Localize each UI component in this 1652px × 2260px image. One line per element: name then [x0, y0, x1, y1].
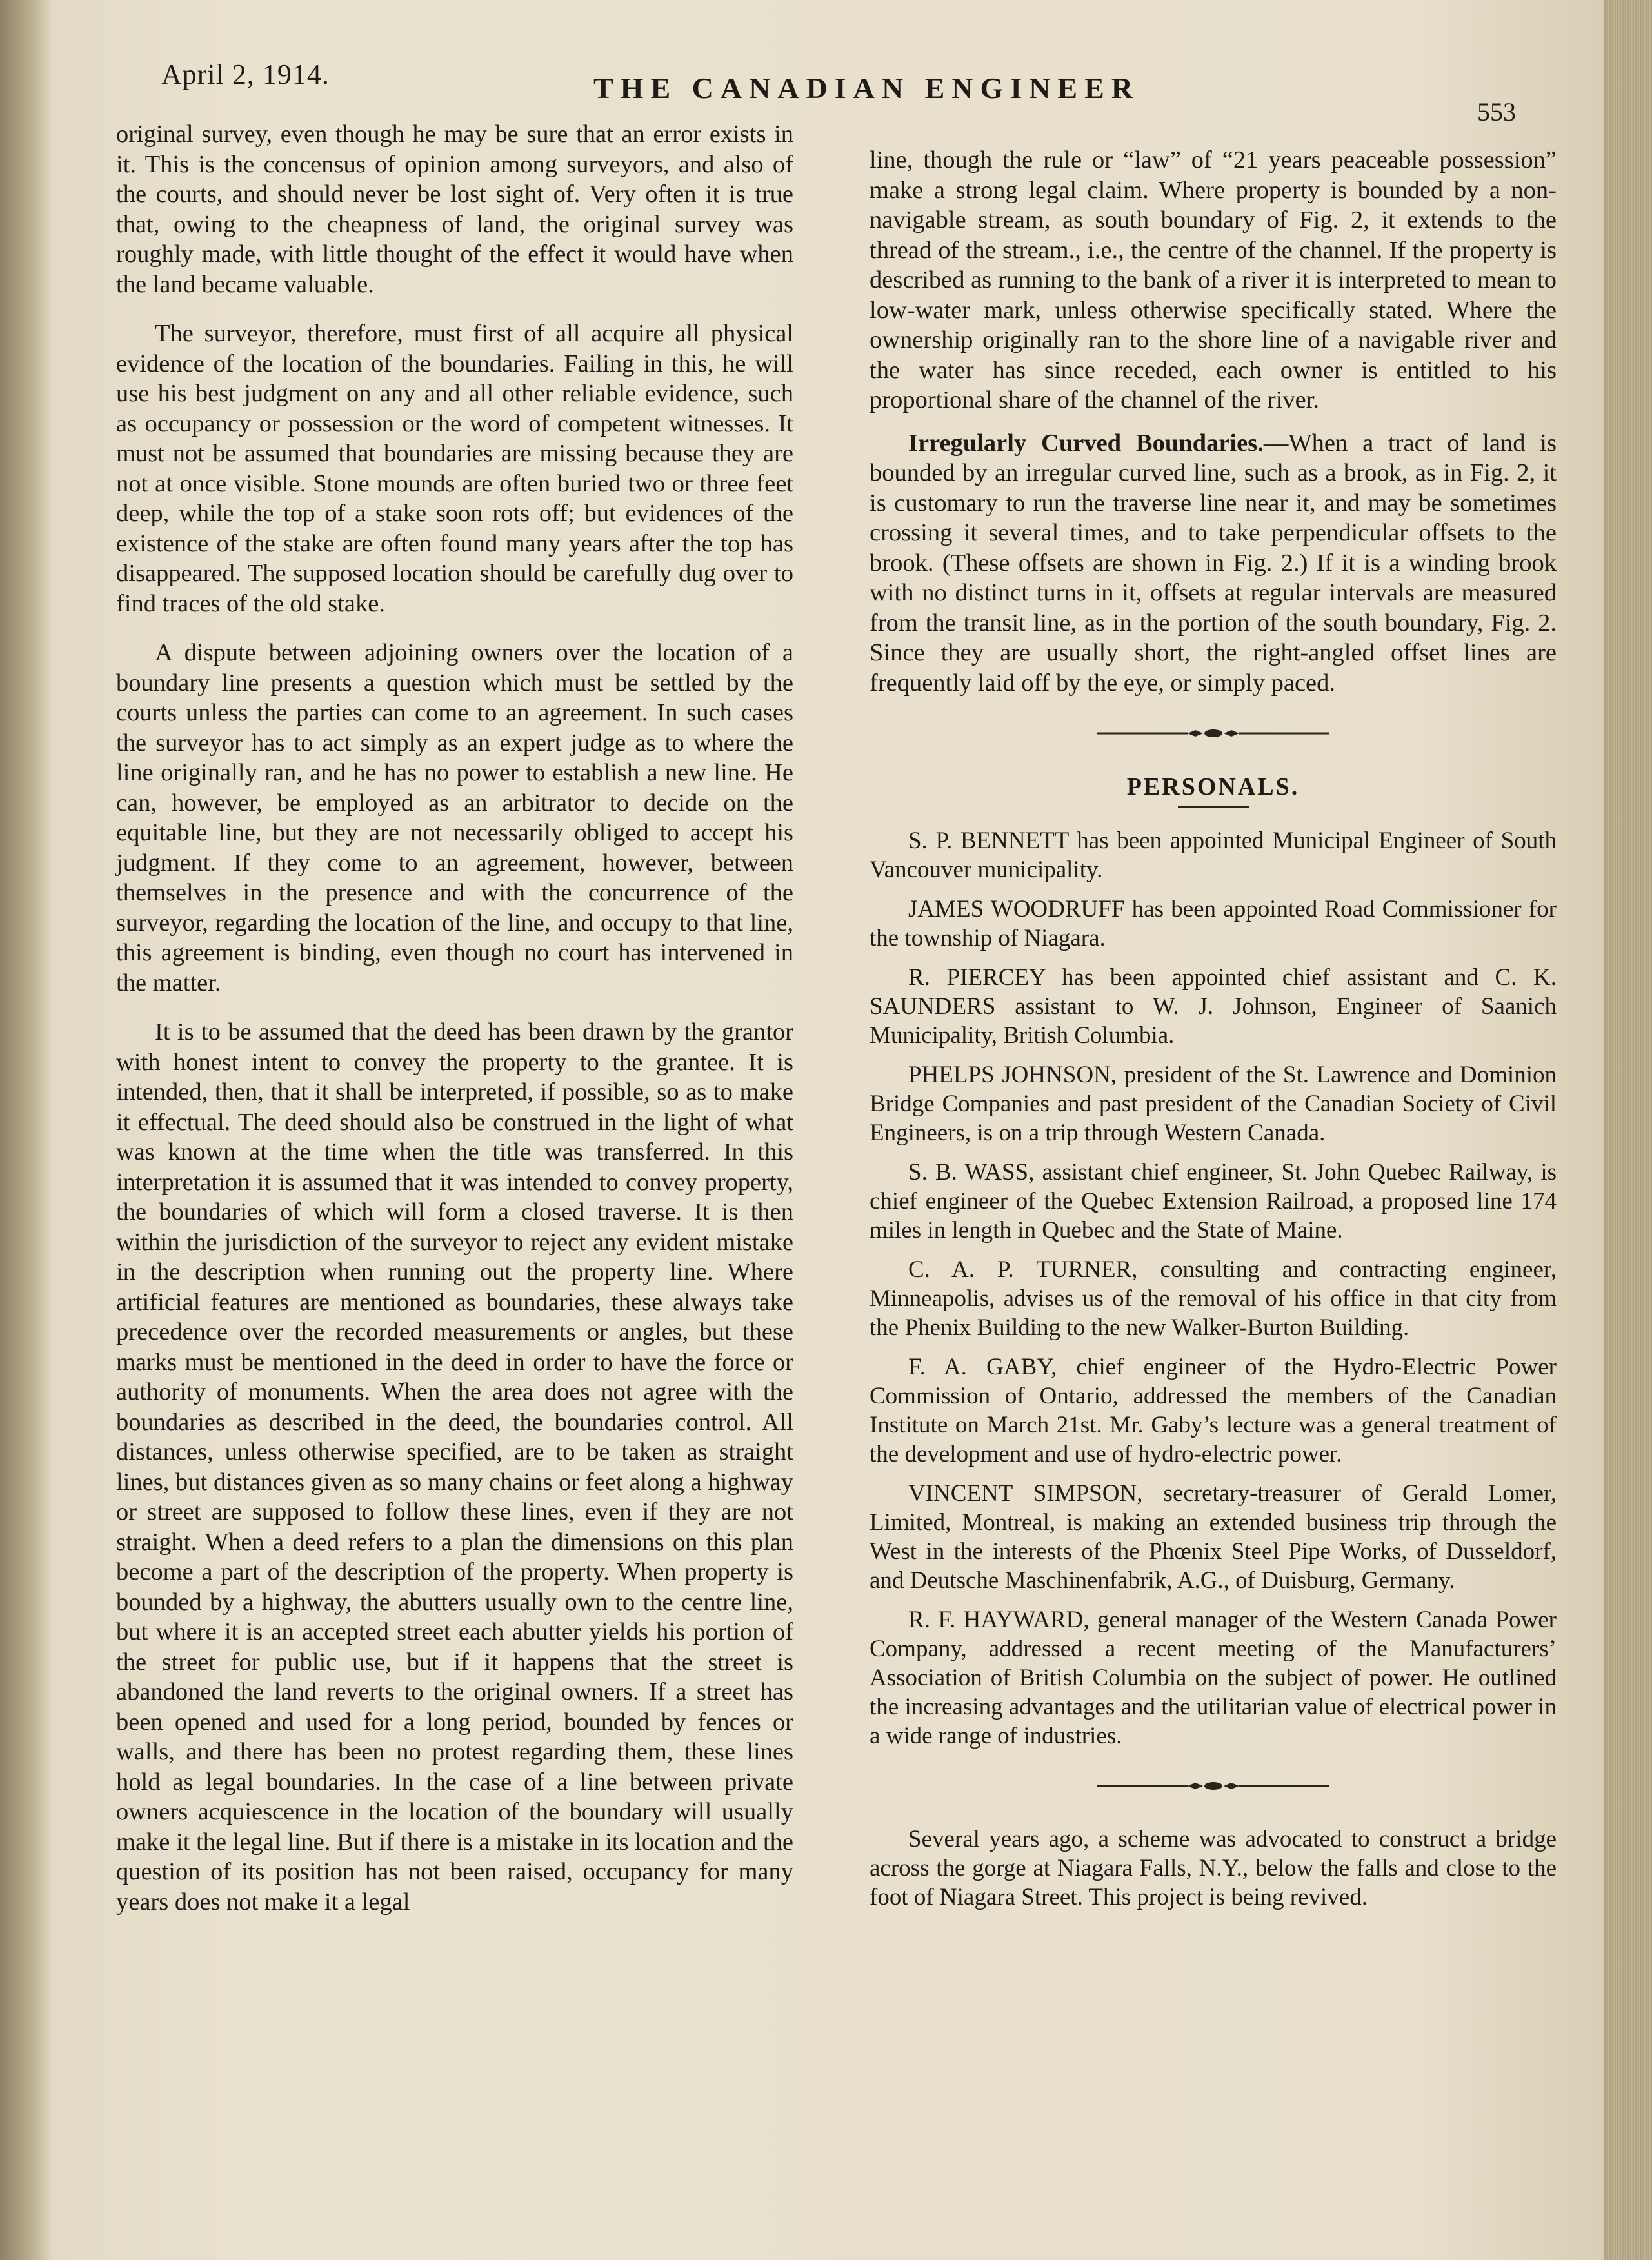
paragraph-deed: It is to be assumed that the deed has been drawn by the grantor with honest intent to convey the property to the grantee. It is intended, then, that it shall be interpreted, if possible, so as to make it effectual. The deed should also be construed in the light of what was known at the time when the title was transferred. In this interpretation it is assumed that it was intended to convey property, the boundaries of which will form a closed traverse. It is then within the jurisdiction of the surveyor to reject any evident mistake in the description when running out the property line. Where artificial features are mentioned as boundaries, these always take precedence over the recorded measurements or angles, but these marks must be mentioned in the deed in order to have the force or authority of monuments. When the area does not agree with the boundaries as described in the deed, the boundaries control. All distances, unless otherwise specified, are to be taken as straight lines, but distances given as so many chains or feet along a highway or street are supposed to follow these lines, even if they are not straight. When a deed refers to a plan the dimensions on this plan become a part of the description of the property. When property is bounded by a highway, the abutters usually own to the centre line, but where it is an accepted street each abutter yields his portion of the street for public use, but if it happens that the street is abandoned the land reverts to the original owners. If a street has been opened and used for a long period, bounded by fences or walls, and there has been no protest regarding them, these lines hold as legal boundaries. In the case of a line between private owners acquiescence in the location of the boundary will usually make it the legal line. But if there is a mistake in its location and the question of its position has not been raised, occupancy for many years does not make it a legal: [116, 1018, 793, 1916]
personal-item: F. A. GABY, chief engineer of the Hydro-Electric Power Commission of Ontario, addressed the members of the Canadian Institute on March 21st. Mr. Gaby’s lecture was a general treatment of the development and use of hydro-electric power.: [870, 1353, 1557, 1467]
page-edges: [1604, 0, 1652, 2260]
personal-item: R. F. HAYWARD, general manager of the Western Canada Power Company, addressed a recent meeting of the Manufacturers’ Association of British Columbia on the subject of power. He outlined the increasing advantages and the utilitarian value of electrical power in a wide range of industries.: [870, 1606, 1557, 1749]
closing-ornament-divider: [870, 1770, 1557, 1802]
personal-item: S. P. BENNETT has been appointed Municipal Engineer of South Vancouver municipality.: [870, 827, 1557, 883]
paragraph-curved-boundaries: [870, 428, 1557, 699]
paragraph-physical-evidence: The surveyor, therefore, must first of all acquire all physical evidence of the location of the boundaries. Failing in this, he will use his best judgment on any and all other reliable evidence, such as occupancy or possession or the word of competent witnesses. It must not be assumed that boundaries are missing because they are not at once visible. Stone mounds are often buried two or three feet deep, while the top of a stake soon rots off; but evidences of the existence of the stake are often found many years after the top has disappeared. The supposed location should be carefully dug over to find traces of the old stake.: [116, 320, 793, 617]
niagara-bridge-note: Several years ago, a scheme was advocated to construct a bridge across the gorge at Niagara Falls, N.Y., below the falls and close to the foot of Niagara Street. This project is being revived.: [870, 1825, 1557, 1910]
personal-item: R. PIERCEY has been appointed chief assistant and C. K. SAUNDERS assistant to W. J. Johnson, Engineer of Saanich Municipality, British Columbia.: [870, 964, 1557, 1049]
personal-item: JAMES WOODRUFF has been appointed Road Commissioner for the township of Niagara.: [870, 895, 1557, 951]
paragraph-continuation: original survey, even though he may be sure that an error exists in it. This is the concensus of opinion among surveyors, and also of the courts, and should never be lost sight of. Very often it is true that, owing to the cheapness of land, the original survey was roughly made, with little thought of the effect it would have when the land became valuable.: [116, 121, 793, 298]
ornament-icon: [1097, 1779, 1329, 1792]
personal-item: PHELPS JOHNSON, president of the St. Lawrence and Dominion Bridge Companies and past president of the Canadian Society of Civil Engineers, is on a trip through Western Canada.: [870, 1061, 1557, 1146]
curved-boundaries-body: —When a tract of land is bounded by an irregular curved line, such as a brook, as in Fig. 2, it is customary to run the traverse line near it, and may be sometimes crossing it several times, and to take perpendicular offsets to the brook. (These offsets are shown in Fig. 2.) If it is a winding brook with no distinct turns in it, offsets at regular intervals are measured from the transit line, as in the portion of the south boundary, Fig. 2. Since they are usually short, the right-angled offset lines are frequently laid off by the eye, or simply paced.: [870, 429, 1557, 697]
personals-heading: PERSONALS.: [1126, 773, 1300, 800]
paragraph-dispute: A dispute between adjoining owners over the location of a boundary line presents a question which must be settled by the courts unless the parties can come to an agreement. In such cases the surveyor has to act simply as an expert judge as to where the line originally ran, and he has no power to establish a new line. He can, however, be employed as an arbitrator to decide on the equitable line, but they are not necessarily obliged to accept his judgment. If they come to an agreement, however, between themselves in the presence and with the concurrence of the surveyor, regarding the location of the line, and occupy to that line, this agreement is binding, even though no court has intervened in the matter.: [116, 639, 793, 996]
personal-item: VINCENT SIMPSON, secretary-treasurer of Gerald Lomer, Limited, Montreal, is making an extended business trip through the West in the interests of the Phœnix Steel Pipe Works, of Dusseldorf, and Deutsche Maschinenfabrik, A.G., of Duisburg, Germany.: [870, 1480, 1557, 1594]
ornament-icon: [1097, 727, 1329, 740]
personals-heading-rule: [1178, 806, 1249, 808]
section-ornament-divider: [870, 717, 1557, 749]
personal-item: C. A. P. TURNER, consulting and contracting engineer, Minneapolis, advises us of the removal of his office in that city from the Phenix Building to the new Walker-Burton Building.: [870, 1256, 1557, 1341]
binding-spine-shadow: [0, 0, 52, 2260]
left-column: [116, 119, 793, 1936]
curved-boundaries-heading: Irregularly Curved Boundaries.: [908, 429, 1264, 457]
page-number: 553: [1477, 97, 1516, 126]
right-column: [870, 145, 1557, 1925]
paragraph-law-continuation: line, though the rule or “law” of “21 years peaceable possession” make a strong legal claim. Where property is bounded by a non-navigable stream, as south boundary of Fig. 2, it extends to the thread of the stream., i.e., the centre of the channel. If the property is described as running to the bank of a river it is interpreted to mean to low-water mark, unless otherwise specifically stated. Where the ownership originally ran to the shore line of a navigable river and the water has since receded, each owner is entitled to his proportional share of the channel of the river.: [870, 146, 1557, 413]
personal-item: S. B. WASS, assistant chief engineer, St. John Quebec Railway, is chief engineer of the Quebec Extension Railroad, a proposed line 174 miles in length in Quebec and the State of Maine.: [870, 1158, 1557, 1244]
journal-title: THE CANADIAN ENGINEER: [593, 72, 1140, 104]
issue-date: April 2, 1914.: [161, 59, 330, 90]
